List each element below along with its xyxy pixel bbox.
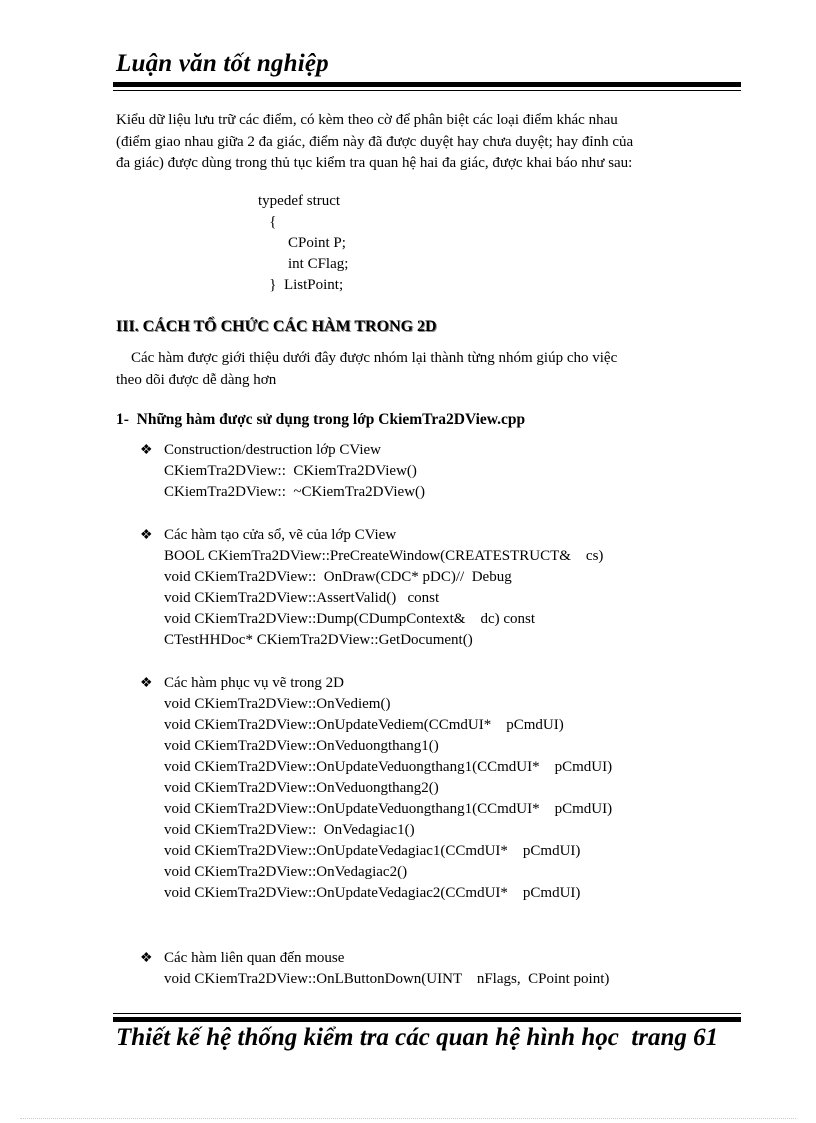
footer-rule-thin [113,1013,741,1014]
function-item: void CKiemTra2DView::OnUpdateVeduongthang1(CCmdUI* pCmdUI) [164,801,613,817]
bullet-icon: ❖ [140,443,153,458]
function-item: void CKiemTra2DView::OnVeduongthang2() [164,780,439,796]
section-intro-line: theo dõi được dễ dàng hơn [116,371,277,388]
group-title: Các hàm phục vụ vẽ trong 2D [164,675,344,691]
page-bottom-divider [20,1118,796,1120]
function-item: void CKiemTra2DView::OnUpdateVedagiac2(CCmdUI* pCmdUI) [164,885,581,901]
header-rule-thick [113,82,741,87]
intro-line: Kiểu dữ liệu lưu trữ các điểm, có kèm theo cờ để phân biệt các loại điểm khác nhau [116,112,618,128]
section-intro-paragraph [116,348,741,391]
code-line: CPoint P; [258,235,346,251]
code-block [258,191,348,296]
function-group [140,525,603,651]
subsection-heading: 1- Những hàm được sử dụng trong lớp CkiemTra2DView.cpp [116,411,526,428]
intro-line: (điểm giao nhau giữa 2 đa giác, điểm này đã được duyệt hay chưa duyệt; hay đỉnh của [116,133,634,150]
function-item: CTestHHDoc* CKiemTra2DView::GetDocument() [164,632,473,648]
code-line: typedef struct [258,193,341,209]
group-title: Các hàm liên quan đến mouse [164,950,345,966]
function-item: void CKiemTra2DView::OnLButtonDown(UINT nFlags, CPoint point) [164,971,610,987]
bullet-icon: ❖ [140,676,153,691]
function-item: BOOL CKiemTra2DView::PreCreateWindow(CREATESTRUCT& cs) [164,548,604,564]
section-intro-line: Các hàm được giới thiệu dưới đây được nhóm lại thành từng nhóm giúp cho việc [116,350,618,366]
intro-line: đa giác) được dùng trong thủ tục kiểm tra quan hệ hai đa giác, được khai báo như sau: [116,155,633,171]
section-heading: III. CÁCH TỔ CHỨC CÁC HÀM TRONG 2D [116,318,437,335]
footer-rule-thick [113,1017,741,1022]
bullet-icon: ❖ [140,951,153,966]
function-item: void CKiemTra2DView:: OnVedagiac1() [164,822,415,838]
function-group [140,948,609,990]
function-item: void CKiemTra2DView::OnUpdateVedagiac1(CCmdUI* pCmdUI) [164,843,581,859]
code-line: int CFlag; [258,256,349,272]
group-title: Các hàm tạo cửa sổ, vẽ của lớp CView [164,527,397,543]
function-group [140,673,612,904]
group-title: Construction/destruction lớp CView [164,442,382,458]
function-item: void CKiemTra2DView::OnUpdateVediem(CCmdUI* pCmdUI) [164,717,564,733]
function-item: void CKiemTra2DView::AssertValid() const [164,590,440,606]
code-line: { [258,214,277,230]
footer-title: Thiết kế hệ thống kiểm tra các quan hệ hình học trang 61 [116,1024,719,1051]
function-item: void CKiemTra2DView:: OnDraw(CDC* pDC)// Debug [164,569,512,585]
function-item: void CKiemTra2DView::OnVedagiac2() [164,864,408,880]
function-item: CKiemTra2DView:: ~CKiemTra2DView() [164,484,426,500]
function-item: CKiemTra2DView:: CKiemTra2DView() [164,463,417,479]
code-line: } ListPoint; [258,277,344,293]
function-item: void CKiemTra2DView::OnUpdateVeduongthang1(CCmdUI* pCmdUI) [164,759,613,775]
header-rule-thin [113,90,741,91]
header-title: Luận văn tốt nghiệp [116,50,329,77]
function-item: void CKiemTra2DView::Dump(CDumpContext& dc) const [164,611,536,627]
function-group [140,440,425,503]
function-item: void CKiemTra2DView::OnVediem() [164,696,391,712]
function-item: void CKiemTra2DView::OnVeduongthang1() [164,738,439,754]
bullet-icon: ❖ [140,528,153,543]
intro-paragraph [116,110,741,175]
